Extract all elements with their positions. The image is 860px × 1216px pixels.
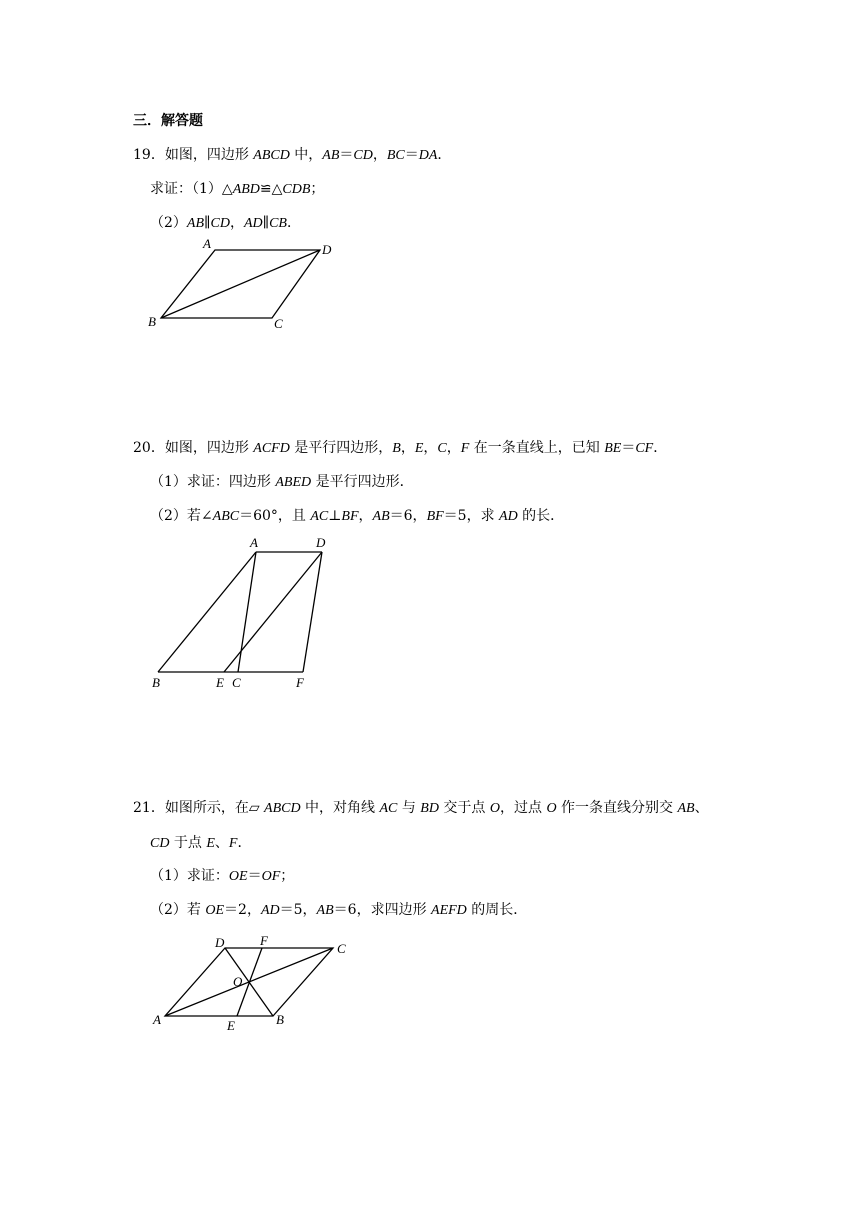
q20-stem-c3: ， (446, 440, 461, 456)
q20-label-d: D (316, 535, 326, 550)
q21-stem-text6: 作一条直线分别交 (556, 800, 678, 816)
q21-stem-end1: 、 (694, 800, 709, 816)
q20-stem-text2: 是平行四边形， (289, 440, 393, 456)
q19-part2-end: ． (286, 215, 301, 231)
q20-part2-perp: ⊥ (328, 508, 342, 524)
q19-stem-comma: ， (372, 147, 387, 163)
q20-part2-bf: BF (341, 509, 359, 524)
q20-stem-be: BE (604, 441, 622, 456)
q19-part2-par1: ∥ (204, 215, 211, 231)
q20-stem-f: F (460, 441, 470, 456)
q20-stem-text3: 在一条直线上，已知 (469, 440, 605, 456)
q19-label-c: C (274, 316, 283, 331)
section-title: 三．解答题 (133, 113, 203, 129)
q19-stem-ab: AB (322, 148, 340, 163)
q19-stem-cd: CD (353, 148, 373, 163)
q21-stem-o: O (489, 801, 500, 816)
q19-part1-abd: ABD (232, 182, 260, 197)
q21-stem-text2: 中，对角线 (300, 800, 380, 816)
q20-part1-end: 是平行四边形． (311, 474, 414, 490)
q21-stem-text3: 与 (397, 800, 421, 816)
q19-part2-par2: ∥ (262, 215, 270, 231)
q21-label-a: A (153, 1012, 161, 1027)
q21-line2-text: 于点 (169, 835, 207, 851)
q20-stem-eq: ＝ (621, 440, 636, 456)
q19-stem-text2: 中， (289, 147, 323, 163)
q21-part2-v1: ＝2， (224, 902, 261, 918)
q19-part2-cd: CD (210, 216, 230, 231)
q21-label-c: C (337, 941, 346, 956)
q19-label-b: B (148, 314, 156, 329)
q20-stem-c: C (437, 441, 447, 456)
q21-label-e: E (227, 1018, 235, 1033)
q20-label-b: B (152, 675, 160, 690)
q19-stem-abcd: ABCD (253, 148, 290, 163)
q20-stem-c2: ， (423, 440, 438, 456)
q20-part2-v1: ＝6， (389, 508, 427, 524)
q20-stem-e: E (414, 441, 424, 456)
q21-line2-f: F (228, 836, 238, 851)
q20-stem-end: ． (653, 440, 668, 456)
q21-part1-of: OF (261, 869, 281, 884)
q20-part2-ad: AD (499, 509, 518, 524)
q21-part2-oe: OE (205, 903, 225, 918)
q21-line2-cd: CD (150, 836, 170, 851)
q20-part2-ac: AC (310, 509, 329, 524)
q20-label-c: C (232, 675, 241, 690)
q19-label-a: A (203, 236, 211, 251)
q19-stem-eq1: ＝ (339, 147, 354, 163)
q20-stem-acfd: ACFD (253, 441, 290, 456)
q20-part2-v2: ＝5，求 (443, 508, 500, 524)
q20-part2-ab: AB (372, 509, 390, 524)
q21-part1-oe: OE (228, 869, 248, 884)
q21-stem-ac: AC (379, 801, 398, 816)
q20-stem-cf: CF (635, 441, 654, 456)
q19-stem-text: 19．如图，四边形 (133, 147, 254, 163)
q20-stem-text: 20．如图，四边形 (133, 440, 254, 456)
q19-stem-bc: BC (386, 148, 405, 163)
q19-stem-eq2: ＝ (404, 147, 419, 163)
q19-part1-end: ； (310, 181, 325, 197)
q19-part2-ad: AD (243, 216, 263, 231)
q20-part2-c1: ， (358, 508, 373, 524)
q21-label-d: D (215, 935, 225, 950)
q21-stem-text4: 交于点 (438, 800, 490, 816)
q20-part2-end: 的长． (517, 508, 565, 524)
q20-label-e: E (216, 675, 224, 690)
q21-part2-ab: AB (316, 903, 334, 918)
q21-part2-end: 的周长． (466, 902, 528, 918)
q20-part2-bf2: BF (426, 509, 444, 524)
q20-part1-abed: ABED (275, 475, 312, 490)
q21-label-b: B (276, 1012, 284, 1027)
q19-label-d: D (322, 242, 332, 257)
q21-part2-text: （2）若 (150, 902, 206, 918)
q19-part2-cb: CB (269, 216, 287, 231)
q20-label-a: A (250, 535, 258, 550)
q19-part1-cong: ≌△ (259, 181, 283, 197)
q19-part1-cdb: CDB (282, 182, 311, 197)
q19-part2-ab: AB (186, 216, 205, 231)
q20-label-f: F (296, 675, 304, 690)
q21-stem-bd: BD (420, 801, 439, 816)
q19-part2-text: （2） (150, 215, 187, 231)
q21-part2-v2: ＝5， (279, 902, 317, 918)
q19-stem-da: DA (418, 148, 438, 163)
q21-label-o: O (233, 974, 243, 989)
q19-stem-end: ． (437, 147, 452, 163)
q21-part1-eq: ＝ (247, 868, 262, 884)
q21-part2-aefd: AEFD (431, 903, 467, 918)
q21-line2-e: E (206, 836, 215, 851)
q21-stem-o2: O (546, 801, 557, 816)
q21-part2-v3: ＝6，求四边形 (333, 902, 432, 918)
q19-part1-text: 求证：（1）△ (150, 181, 233, 197)
q21-stem-text5: ，过点 (500, 800, 547, 816)
q20-stem-b: B (392, 441, 401, 456)
q21-stem-text: 21．如图所示，在▱ (133, 800, 265, 816)
q21-part1-text: （1）求证： (150, 868, 229, 884)
q20-part2-abc: ABC (212, 509, 240, 524)
q20-part1-text: （1）求证：四边形 (150, 474, 276, 490)
q21-line2-end: ． (237, 835, 252, 851)
q21-part1-end: ； (280, 868, 295, 884)
q21-label-f: F (260, 933, 268, 948)
q19-part2-comma: ， (229, 215, 244, 231)
q21-stem-abcd: ABCD (264, 801, 301, 816)
q20-stem-c1: ， (400, 440, 415, 456)
q20-part2-text: （2）若∠ (150, 508, 213, 524)
q21-stem-ab: AB (677, 801, 695, 816)
q20-part2-deg: ＝60°，且 (239, 508, 311, 524)
q21-part2-ad: AD (260, 903, 280, 918)
q21-line2-sep: 、 (214, 835, 229, 851)
